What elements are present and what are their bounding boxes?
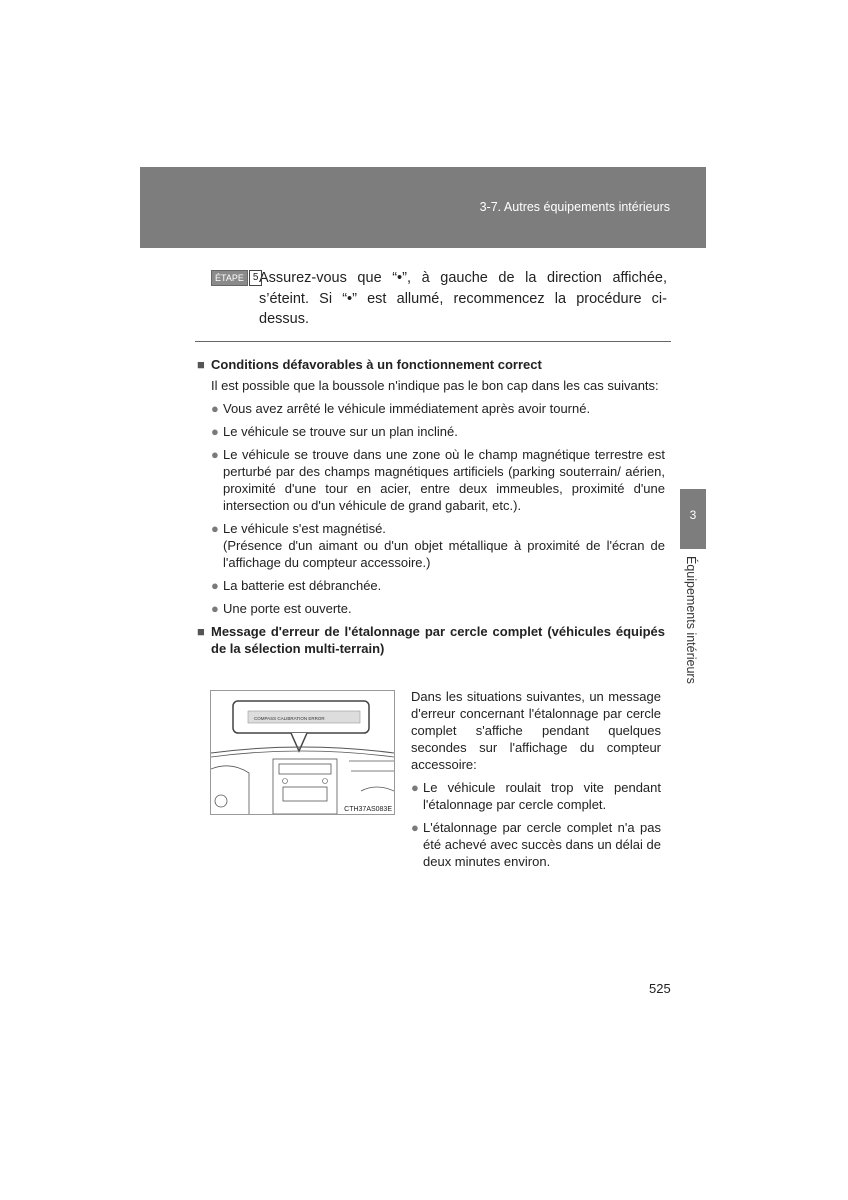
section-intro: Il est possible que la boussole n'indique pas le bon cap dans les cas suivants: [211, 378, 659, 393]
list-item: ● Le véhicule s'est magnétisé. [211, 521, 386, 536]
step-badge-label: ÉTAPE [211, 270, 248, 286]
section-heading [197, 356, 665, 373]
section-marker-icon: ■ [197, 357, 205, 372]
section-intro: Dans les situations suivantes, un message d'erreur concernant l'étalonnage par cercle complet s'affiche pendant quelques secondes sur l'affichage du compteur accessoire: [411, 689, 661, 772]
section-title: Conditions défavorables à un fonctionnement correct [211, 357, 542, 372]
bullet-icon: ● [211, 401, 219, 416]
list-item: ● Une porte est ouverte. [211, 601, 352, 616]
chapter-title: 3-7. Autres équipements intérieurs [479, 200, 670, 214]
chapter-tab-label: Équipements intérieurs [684, 556, 698, 684]
chapter-tab [680, 489, 706, 549]
dashboard-drawing [211, 691, 394, 814]
list-item: ● L'étalonnage par cercle complet n'a pas été achevé avec succès dans un délai de deux minutes environ. [411, 820, 661, 869]
bullet-icon: ● [211, 521, 219, 536]
section-marker-icon: ■ [197, 624, 205, 639]
list-item: ● Vous avez arrêté le véhicule immédiatement après avoir tourné. [211, 401, 591, 416]
chapter-number: 3 [689, 508, 697, 522]
dashboard-illustration [210, 690, 395, 815]
main-body [197, 356, 665, 661]
display-message: COMPASS CALIBRATION ERROR [254, 716, 325, 721]
chapter-header [140, 167, 706, 248]
section-heading [197, 623, 665, 657]
step-badge [211, 270, 262, 286]
bullet-icon: ● [211, 424, 219, 439]
list-item: ● Le véhicule se trouve sur un plan incliné. [211, 424, 458, 439]
list-item-note: (Présence d'un aimant ou d'un objet métallique à proximité de l'écran de l'affichage du compteur accessoire.) [223, 538, 665, 570]
bullet-icon: ● [411, 820, 419, 835]
section-right-column [411, 688, 661, 876]
bullet-icon: ● [211, 601, 219, 616]
bullet-icon: ● [411, 780, 419, 795]
figure-caption: CTH37AS083E [344, 806, 392, 813]
page-number: 525 [649, 981, 671, 996]
list-item: ● La batterie est débranchée. [211, 578, 382, 593]
step-badge-number: 5 [249, 270, 263, 286]
step-block [211, 268, 667, 330]
step-text: Assurez-vous que “•”, à gauche de la direction affichée, s’éteint. Si “•” est allumé, recommencez la procédure ci-dessus. [259, 270, 667, 327]
list-item: ● Le véhicule roulait trop vite pendant l'étalonnage par cercle complet. [411, 780, 661, 812]
bullet-icon: ● [211, 447, 219, 462]
section-title: Message d'erreur de l'étalonnage par cercle complet (véhicules équipés de la sélection multi-terrain) [211, 624, 665, 656]
list-item: ● Le véhicule se trouve dans une zone où le champ magnétique terrestre est perturbé par des champs magnétiques artificiels (parking souterrain/ aérien, proximité d'une tour en acier, entre deux immeubles, proximité d'une intersection ou d'un véhicule de grand gabarit, etc.). [211, 447, 665, 513]
bullet-icon: ● [211, 578, 219, 593]
divider [195, 341, 671, 342]
